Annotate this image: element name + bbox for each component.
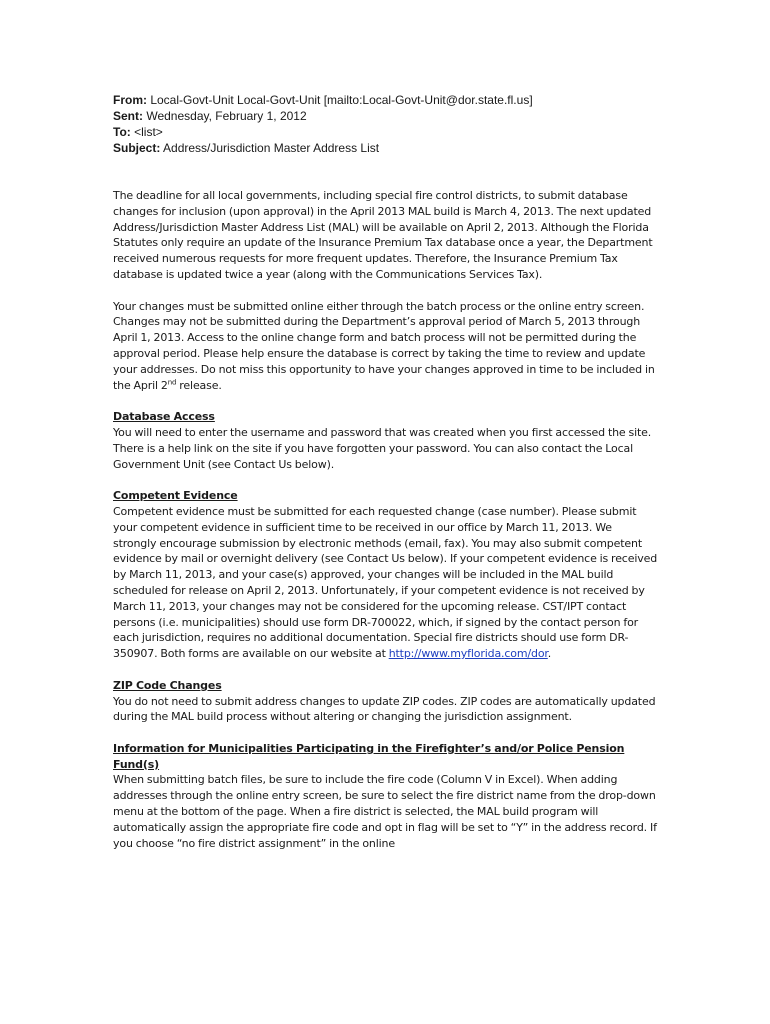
competent-evidence-end: . — [547, 647, 552, 661]
from-line — [113, 92, 658, 108]
subject-line — [113, 140, 658, 156]
sent-label: Sent: — [113, 109, 143, 123]
subject-label: Subject: — [113, 141, 161, 155]
municipalities-text: When submitting batch files, be sure to include the fire code (Column V in Excel). When adding addresses through the online entry screen, be sure to select the fire district name from the drop-down menu at the bottom of the page. When a fire district is selected, the MAL build program will automatically assign the appropriate fire code and opt in flag will be set to “Y” in the address record. If you choose “no fire district assignment” in the online — [113, 773, 657, 850]
dor-website-link[interactable]: http://www.myflorida.com/dor — [388, 647, 548, 661]
to-value: <list> — [130, 125, 163, 139]
intro-paragraph: The deadline for all local governments, including special fire control districts, to submit database changes for inclusion (upon approval) in the April 2013 MAL build is March 4, 2013. The next updated Address/Jurisdiction Master Address List (MAL) will be available on April 2, 2013. Although the Florida Statutes only require an update of the Insurance Premium Tax database once a year, the Department received numerous requests for more frequent updates. Therefore, the Insurance Premium Tax database is updated twice a year (along with the Communications Services Tax). — [113, 189, 653, 281]
competent-evidence-section — [113, 488, 658, 662]
zip-code-text: You do not need to submit address changes to update ZIP codes. ZIP codes are automatically updated during the MAL build process without altering or changing the jurisdiction assignment. — [113, 694, 656, 724]
submission-end: release. — [176, 378, 222, 392]
sent-line — [113, 108, 658, 124]
to-line — [113, 124, 658, 140]
database-access-text: You will need to enter the username and password that was created when you first accessed the site. There is a help link on the site if you have forgotten your password. You can also contact the Local Government Unit (see Contact Us below). — [113, 425, 652, 471]
email-body — [113, 188, 658, 851]
database-access-heading: Database Access — [113, 410, 215, 424]
from-value: Local-Govt-Unit Local-Govt-Unit [mailto:Local-Govt-Unit@dor.state.fl.us] — [147, 93, 533, 107]
subject-value: Address/Jurisdiction Master Address List — [160, 141, 380, 155]
sent-value: Wednesday, February 1, 2012 — [143, 109, 307, 123]
competent-evidence-text: Competent evidence must be submitted for each requested change (case number). Please submit your competent evidence in sufficient time to be received in our office by March 11, 2013. We strongly encourage submission by electronic methods (email, fax). You may also submit competent evidence by mail or overnight delivery (see Contact Us below). If your competent evidence is received by March 11, 2013, and your case(s) approved, your changes will be included in the MAL build scheduled for release on April 2, 2013. Unfortunately, if your competent evidence is not received by March 11, 2013, your changes may not be considered for the upcoming release. CST/IPT contact persons (i.e. municipalities) should use form DR-700022, which, if signed by the contact person for each jurisdiction, requires no additional documentation. Special fire districts should use form DR-350907. Both forms are available on our website at — [113, 504, 658, 661]
municipalities-heading: Information for Municipalities Participating in the Firefighter’s and/or Police Pension Fund(s) — [113, 741, 625, 771]
database-access-section — [113, 409, 658, 472]
to-label: To: — [113, 125, 131, 139]
zip-code-heading: ZIP Code Changes — [113, 678, 222, 692]
from-label: From: — [113, 93, 147, 107]
document-page — [113, 92, 658, 867]
submission-superscript: nd — [167, 377, 177, 386]
municipalities-section — [113, 741, 658, 852]
submission-paragraph — [113, 299, 658, 394]
competent-evidence-heading: Competent Evidence — [113, 489, 238, 503]
zip-code-section — [113, 678, 658, 725]
email-header — [113, 92, 658, 156]
submission-text: Your changes must be submitted online either through the batch process or the online entry screen. Changes may not be submitted during the Department’s approval period of March 5, 2013 through April 1, 2013. Access to the online change form and batch process will not be permitted during the approval period. Please help ensure the database is correct by taking the time to review and update your addresses. Do not miss this opportunity to have your changes approved in time to be included in the April 2 — [113, 299, 655, 392]
